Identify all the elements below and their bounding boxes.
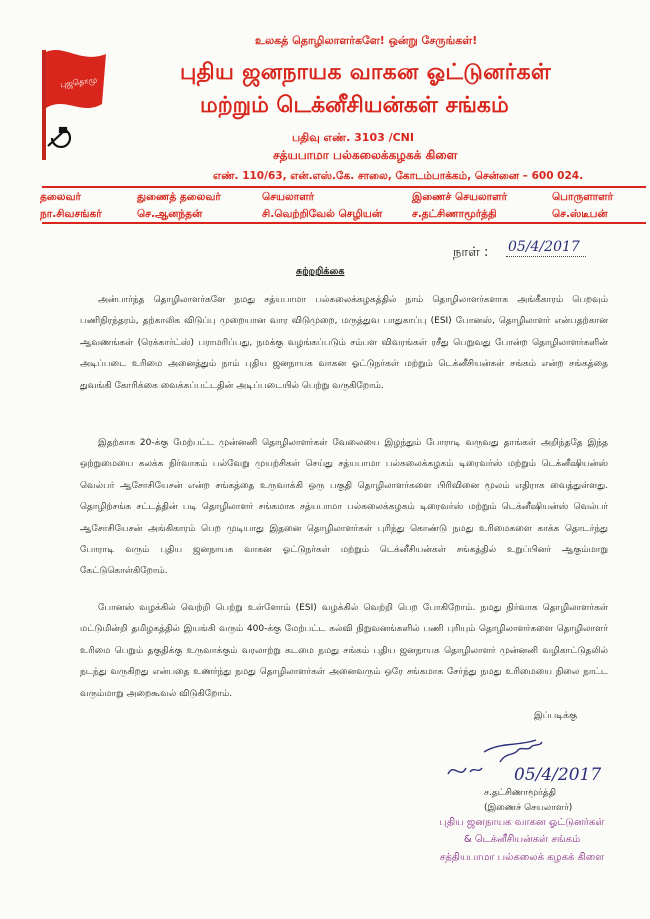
hammer-sickle-icon: [48, 128, 70, 147]
organisation-name-line2: மற்றும் டெக்னீசியன்கள் சங்கம்: [200, 93, 509, 118]
body-paragraph-2: [80, 433, 608, 583]
officer-name: சி.வெற்றிவேல் செழியன்: [262, 208, 382, 220]
officer-vice-president: [137, 191, 267, 221]
officer-title: துணைத் தலைவர்: [137, 191, 221, 203]
officer-name: செ.ஸ்டீபன்: [552, 208, 608, 220]
officer-treasurer: [552, 191, 650, 221]
stamp-line-2: & டெக்னீசியன்கள் சங்கம்: [463, 834, 581, 845]
flag-text: புஜதொமு: [59, 75, 98, 90]
date-label: நாள் :: [453, 245, 489, 260]
signer-role: (இணைச் செயலாளர்): [484, 803, 573, 813]
body-paragraph-3: [80, 598, 608, 705]
officer-name: நா.சிவசங்கர்: [40, 208, 102, 220]
signature-date: 05/4/2017: [514, 765, 602, 785]
officer-title: தலைவர்: [40, 191, 82, 203]
branch-name: சத்யபாமா பல்கலைக்கழகக் கிளை: [273, 148, 458, 162]
organisation-name-line1: புதிய ஜனநாயக வாகன ஓட்டுனர்கள்: [180, 60, 552, 85]
date-value: 05/4/2017: [506, 239, 586, 257]
officer-title: செயலாளர்: [262, 191, 315, 203]
body-paragraph-1: [80, 290, 608, 397]
officers-divider: [42, 222, 646, 224]
header-divider: [42, 186, 646, 188]
slogan: உலகத் தொழிலாளர்களே! ஒன்று சேருங்கள்!: [255, 34, 478, 47]
registration-number: பதிவு எண். 3103 /CNI: [292, 131, 414, 144]
circular-heading: சுற்றறிக்கை: [296, 266, 345, 277]
officer-name: செ.ஆனந்தன்: [137, 208, 203, 220]
paragraph-text: போனஸ் வழக்கில் வெற்றி பெற்று உள்ளோம் (ESI) வழக்கில் வெற்றி பெற போகிறோம். நமது நிர்வாக தொழிலாளர்கள் மட்டுமின்றி தமிழகத்தில் இயங்கி வரும் 400-க்கு மேற்பட்ட கல்வி நிறுவனங்களில் பணி புரியும் தொழிலாளர்களை தொழிலாளர் உரிமை பெறும் தகுதிக்கு உருவாக்கும் வரலாற்று கடமை நமது சங்கம் புதிய ஜனநாயக தொழிலாளர் முன்னனி வழிகாட்டுதலில் நடந்து வருகிறது என்பதை உணர்ந்து நமது தொழிலாளர்கள் அனைவரும் ஒரே சங்கமாக சேர்ந்து நமது உரிமையை நிலை நாட்ட வரும்மாறு அறைகூவல் விடுகிறோம்.: [80, 603, 608, 699]
officer-title: பொருளாளர்: [552, 191, 614, 203]
union-flag-logo: [30, 42, 110, 162]
stamp-line-3: சத்தியபாமா பல்கலைக் கழகக் கிளை: [439, 852, 605, 863]
officer-name: ச.தட்சிணாமூர்த்தி: [412, 208, 497, 220]
handwritten-signature: [440, 722, 610, 792]
officer-title: இணைச் செயலாளர்: [412, 191, 508, 203]
paragraph-text: இதற்காக 20-க்கு மேற்பட்ட முன்னனி தொழிலாளர்கள் வேலையை இழந்தும் போராடி வருவது தாங்கள் அறிந்ததே இந்த ஒற்றுமையை கலக்க நிர்வாகம் பல்வேறு முயற்சிகள் செய்து சத்யபாமா பல்கலைக்கழகம் டிரைவர்ஸ் மற்றும் டெக்னீஷியன்ஸ் வெல்பர் ஆசோசியேசன் என்ற சங்கத்தை உருவாக்கி ஒரு பகுதி தொழிலாளர்களை பிரிவினை மூலம் எதிராக வைத்துள்ளது. தொழிற்சங்க சட்டத்தின் படி தொழிலாளர் சங்கமாக சத்யபாமா பல்கலைக்கழகம் டிரைவர்ஸ் மற்றும் டெக்னீஷியன்ஸ் வெல்பர் ஆசோசியேசன் அங்கிகாரம் பெற முடியாது இதனை தொழிலாளர்கள் புரிந்து கொண்டு நமது உரிமைகளை காக்க தொடர்ந்து போராடி வரும் புதிய ஜனநாயக வாகன ஓட்டுநர்கள் மற்றும் டெக்னீசியன்கள் சங்கத்தில் உறுப்பினர் ஆகும்மாறு கேட்டுகொள்கிறோம்.: [80, 438, 608, 577]
flag-pole: [42, 50, 46, 160]
valediction: இப்படிக்கு: [534, 711, 578, 721]
officer-joint-secretary: [412, 191, 542, 221]
paragraph-text: அன்பார்ந்த தொழிலாளர்களே நமது சத்யபாமா பல்கலைக்கழகத்தில் நாம் தொழிலாளர்களாக அங்கீகாரம் பெறவும் பணிநிரந்தரம், தற்காலிக விடுப்பு முறையான வார விடுமுறை, மருத்துவ பாதுகாப்பு (ESI) போனஸ், தொழிலாளர் என்பதற்கான ஆவணங்கள் (ரெக்கார்ட்ஸ்) பராமரிப்பது, நமக்கு வழங்கப்படும் சம்பள விவரங்கள் ரசீது பெறுவது போன்ற தொழிலாளர்களின் அடிப்படை உரிமை அனைத்தும் நாம் புதிய ஜனநாயக வாகன ஓட்டுநர்கள் மற்றும் டெக்னீசியன்கள் சங்கம் என்ற சங்கத்தை துவங்கி கோரிக்கை வைக்கப்பட்டதின் அடிப்படையில் பெற்று வருகிறோம்.: [80, 295, 608, 391]
stamp-line-1: புதிய ஜனநாயக வாகன ஓட்டுனர்கள்: [439, 817, 605, 828]
address: எண். 110/63, என்.எஸ்.கே. சாலை, கோடம்பாக்கம், சென்னை – 600 024.: [213, 170, 584, 182]
signer-name: ச.தட்சிணாமூர்த்தி: [484, 788, 556, 798]
officer-secretary: [262, 191, 392, 221]
